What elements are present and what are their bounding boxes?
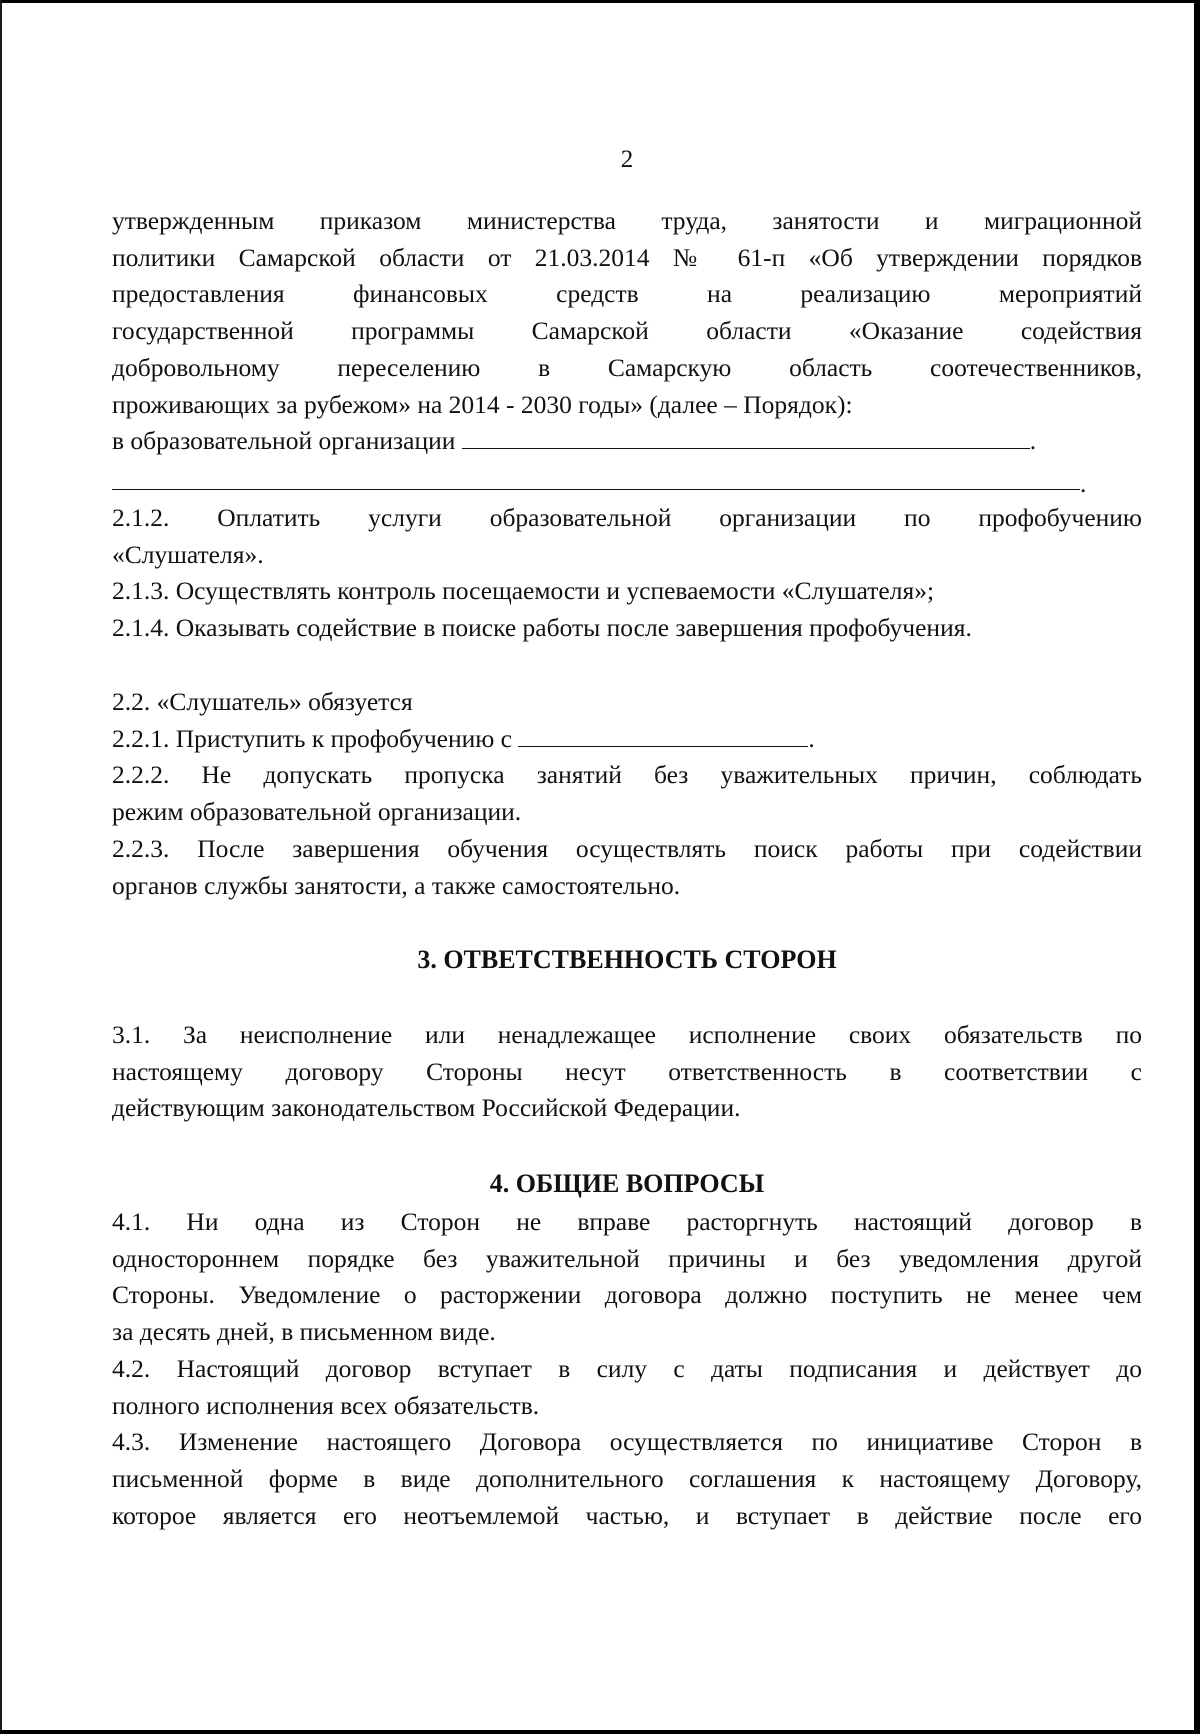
section-4-line: которое является его неотъемлемой частью, и вступает в действие после его (112, 1500, 1142, 1530)
item-2-1-2: 2.1.2. Оплатить услуги образовательной организации по профобучению (112, 503, 1142, 532)
item-2-2-1 (112, 721, 1142, 758)
section-4-line: Стороны. Уведомление о расторжении договора должно поступить не менее чем (112, 1280, 1142, 1310)
item-2-2-2: 2.2.2. Не допускать пропуска занятий без уважительных причин, соблюдать (112, 760, 1142, 790)
intro-paragraph (112, 203, 1142, 460)
org-dot: . (1029, 426, 1037, 456)
scan-border-right (1194, 0, 1200, 1734)
section-4-line: одностороннем порядке без уважительной причины и без уведомления другой (112, 1243, 1142, 1273)
intro-line: утвержденным приказом министерства труда, занятости и миграционной (112, 206, 1142, 235)
rule-dot: . (1080, 469, 1087, 498)
scan-border-bottom (0, 1730, 1200, 1734)
org-blank-field[interactable] (462, 426, 1030, 449)
section-2-2 (112, 684, 1142, 904)
section-4-line: письменной форме в виде дополнительного соглашения к настоящему Договору, (112, 1463, 1142, 1493)
scan-border-left (0, 0, 2, 1734)
section-4-heading: 4. ОБЩИЕ ВОПРОСЫ (489, 1169, 765, 1198)
section-4-line: за десять дней, в письменном виде. (112, 1317, 496, 1347)
page-number: 2 (620, 146, 634, 173)
section-3-line: настоящему договору Стороны несут ответственность в соответствии с (112, 1056, 1142, 1086)
section-4-line: 4.1. Ни одна из Сторон не вправе расторгнуть настоящий договор в (112, 1207, 1142, 1236)
section-2-2-title: 2.2. «Слушатель» обязуется (112, 687, 413, 716)
section-3-line: действующим законодательством Российской Федерации. (112, 1093, 741, 1123)
intro-line: предоставления финансовых средств на реализацию мероприятий (112, 279, 1142, 309)
item-2-2-2-cont: режим образовательной организации. (112, 797, 522, 827)
item-2-2-1-label: 2.2.1. Приступить к профобучению с (112, 723, 512, 753)
section-4-line: полного исполнения всех обязательств. (112, 1390, 540, 1420)
org-label: в образовательной организации (112, 426, 456, 456)
item-2-1-4: 2.1.4. Оказывать содействие в поиске работы после завершения профобучения. (112, 613, 972, 643)
scan-border-top (0, 0, 1200, 3)
item-2-2-3-cont: органов службы занятости, а также самостоятельно. (112, 870, 681, 900)
section-4-line: 4.2. Настоящий договор вступает в силу с даты подписания и действует до (112, 1353, 1142, 1383)
section-4-paragraphs (112, 1204, 1142, 1534)
section-3-heading: 3. ОТВЕТСТВЕННОСТЬ СТОРОН (417, 945, 837, 974)
start-date-blank-field[interactable] (518, 724, 808, 747)
item-2-1-3: 2.1.3. Осуществлять контроль посещаемости и успеваемости «Слушателя»; (112, 576, 935, 606)
section-3-line: 3.1. За неисполнение или ненадлежащее исполнение своих обязательств по (112, 1020, 1142, 1049)
section-2-1-items (112, 500, 1142, 647)
intro-line: государственной программы Самарской области «Оказание содействия (112, 316, 1142, 346)
intro-line: добровольному переселению в Самарскую область соотечественников, (112, 352, 1142, 382)
intro-line: проживающих за рубежом» на 2014 - 2030 годы» (далее – Порядок): (112, 389, 853, 419)
section-3-paragraph (112, 1017, 1142, 1127)
item-2-1-2-cont: «Слушателя». (112, 539, 264, 569)
item-2-2-1-dot: . (808, 723, 815, 753)
item-2-2-3: 2.2.3. После завершения обучения осуществлять поиск работы при содействии (112, 833, 1142, 863)
org-line (112, 423, 1142, 460)
section-4-line: 4.3. Изменение настоящего Договора осуществляется по инициативе Сторон в (112, 1427, 1142, 1457)
intro-line: политики Самарской области от 21.03.2014 № 61-п «Об утверждении порядков (112, 242, 1142, 272)
org-continuation-rule[interactable] (112, 489, 1080, 490)
